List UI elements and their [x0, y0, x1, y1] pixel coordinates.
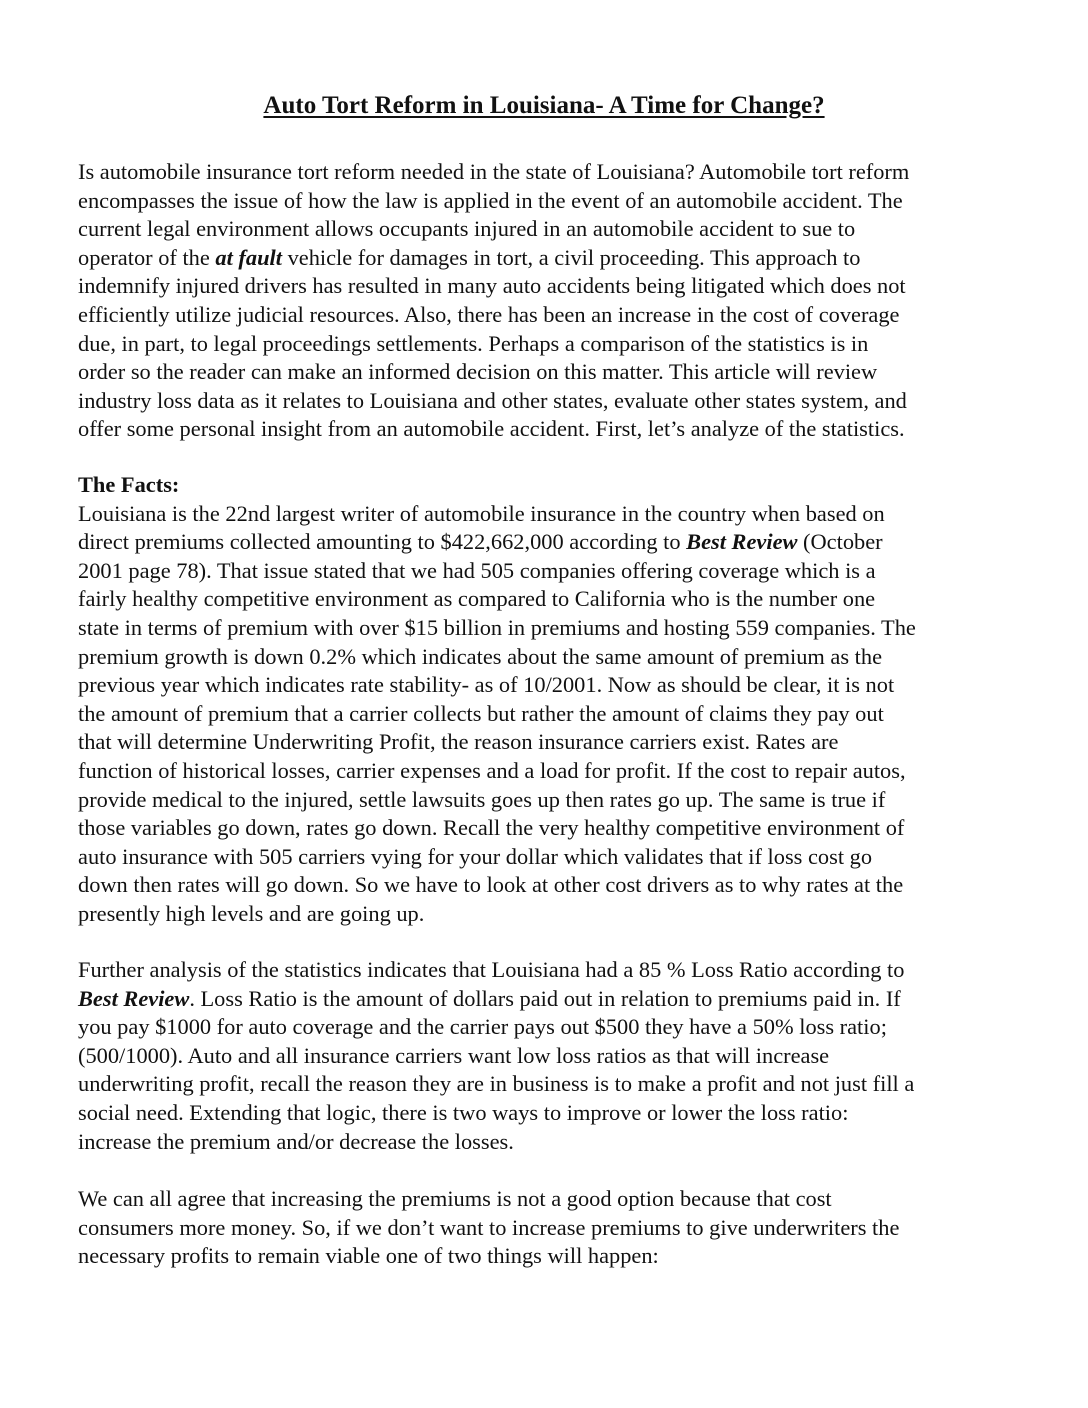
- facts-line: [78, 528, 1018, 557]
- facts-line: fairly healthy competitive environment as compared to California who is the number one: [78, 586, 876, 612]
- facts-line: those variables go down, rates go down. Recall the very healthy competitive environment of: [78, 815, 905, 841]
- analysis-line: increase the premium and/or decrease the losses.: [78, 1128, 514, 1154]
- document-title: Auto Tort Reform in Louisiana- A Time for Change?: [263, 92, 825, 119]
- intro-line-text: operator of the: [78, 244, 216, 270]
- facts-line-text: direct premiums collected amounting to $422,662,000 according to: [78, 529, 687, 555]
- facts-line: function of historical losses, carrier expenses and a load for profit. If the cost to repair autos,: [78, 757, 906, 783]
- facts-section: [78, 471, 1018, 929]
- analysis-line: [78, 985, 1018, 1014]
- facts-line-text: (October: [797, 529, 883, 555]
- facts-line: auto insurance with 505 carriers vying for your dollar which validates that if loss cost go: [78, 843, 873, 869]
- intro-line: order so the reader can make an informed decision on this matter. This article will review: [78, 359, 878, 385]
- emphasis-best-review: Best Review: [686, 529, 798, 555]
- intro-line: encompasses the issue of how the law is applied in the event of an automobile accident. The: [78, 187, 903, 213]
- facts-line: 2001 page 78). That issue stated that we had 505 companies offering coverage which is a: [78, 557, 876, 583]
- analysis-paragraph: [78, 956, 1018, 1156]
- analysis-line: social need. Extending that logic, there is two ways to improve or lower the loss ratio:: [78, 1099, 849, 1125]
- emphasis-best-review: Best Review: [78, 985, 190, 1011]
- intro-line: [78, 244, 1018, 273]
- facts-line: down then rates will go down. So we have to look at other cost drivers as to why rates at the: [78, 872, 904, 898]
- facts-heading: The Facts:: [78, 472, 180, 497]
- intro-line: current legal environment allows occupants injured in an automobile accident to sue to: [78, 216, 856, 242]
- intro-line: Is automobile insurance tort reform needed in the state of Louisiana? Automobile tort reform: [78, 159, 910, 184]
- intro-paragraph: [78, 158, 1018, 444]
- intro-line: industry loss data as it relates to Louisiana and other states, evaluate other states system, and: [78, 387, 907, 413]
- facts-line: the amount of premium that a carrier collects but rather the amount of claims they pay out: [78, 700, 884, 726]
- closing-line: We can all agree that increasing the premiums is not a good option because that cost: [78, 1186, 832, 1211]
- analysis-line: (500/1000). Auto and all insurance carriers want low loss ratios as that will increase: [78, 1042, 830, 1068]
- intro-line-text: vehicle for damages in tort, a civil proceeding. This approach to: [281, 244, 861, 270]
- facts-line: state in terms of premium with over $15 billion in premiums and hosting 559 companies. The: [78, 614, 916, 640]
- facts-line: previous year which indicates rate stability- as of 10/2001. Now as should be clear, it is not: [78, 672, 895, 698]
- facts-line: premium growth is down 0.2% which indicates about the same amount of premium as the: [78, 643, 883, 669]
- closing-line: necessary profits to remain viable one of two things will happen:: [78, 1243, 659, 1269]
- intro-line: due, in part, to legal proceedings settlements. Perhaps a comparison of the statistics is in: [78, 330, 869, 356]
- analysis-line: underwriting profit, recall the reason they are in business is to make a profit and not just fill a: [78, 1071, 915, 1097]
- facts-line: provide medical to the injured, settle lawsuits goes up then rates go up. The same is true if: [78, 786, 886, 812]
- intro-line: offer some personal insight from an automobile accident. First, let’s analyze of the statistics.: [78, 416, 905, 442]
- intro-line: indemnify injured drivers has resulted in many auto accidents being litigated which does not: [78, 273, 906, 299]
- analysis-line: Further analysis of the statistics indicates that Louisiana had a 85 % Loss Ratio according to: [78, 957, 905, 982]
- facts-line: that will determine Underwriting Profit, the reason insurance carriers exist. Rates are: [78, 729, 839, 755]
- analysis-line: you pay $1000 for auto coverage and the carrier pays out $500 they have a 50% loss ratio;: [78, 1014, 887, 1040]
- intro-line: efficiently utilize judicial resources. Also, there has been an increase in the cost of coverage: [78, 301, 900, 327]
- closing-paragraph: [78, 1185, 1018, 1271]
- emphasis-at-fault: at fault: [215, 244, 282, 270]
- facts-line: Louisiana is the 22nd largest writer of automobile insurance in the country when based on: [78, 500, 885, 526]
- closing-line: consumers more money. So, if we don’t want to increase premiums to give underwriters the: [78, 1214, 900, 1240]
- facts-line: presently high levels and are going up.: [78, 900, 425, 926]
- analysis-line-text: . Loss Ratio is the amount of dollars paid out in relation to premiums paid in. If: [189, 985, 901, 1011]
